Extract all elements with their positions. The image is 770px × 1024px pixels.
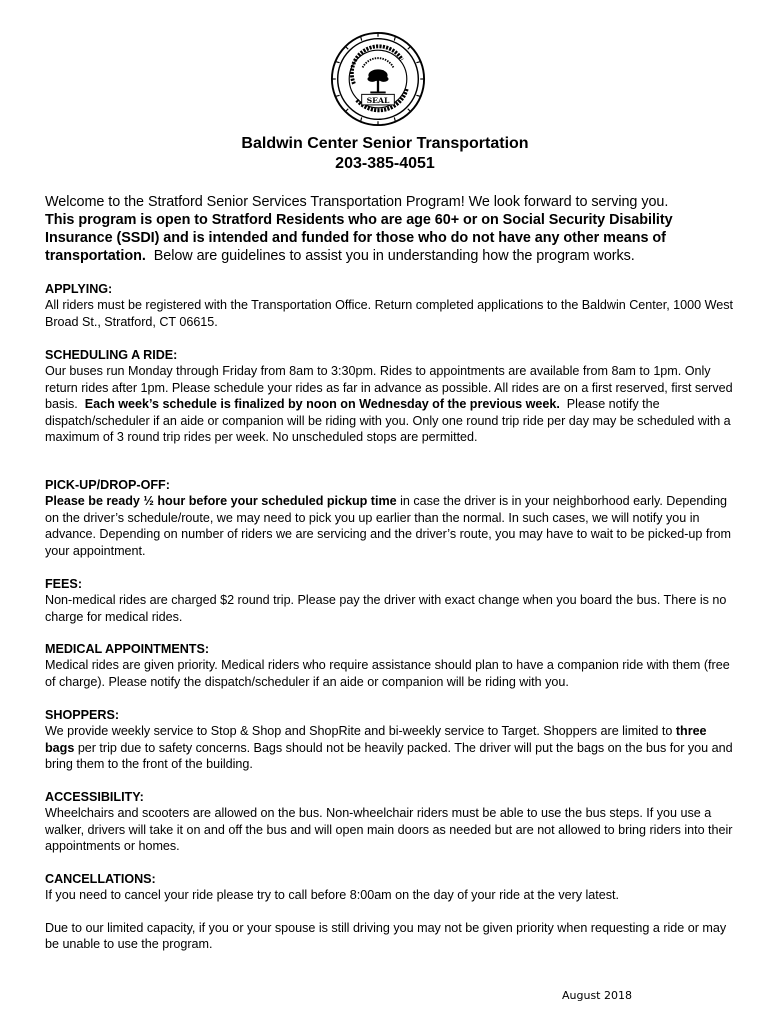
scheduling-heading: SCHEDULING A RIDE:	[45, 348, 178, 362]
schedule-deadline: Each week’s schedule is finalized by noon on Wednesday of the previous week.	[84, 397, 560, 412]
applying-text: All riders must be registered with the Transportation Office. Return completed applications to the Baldwin Center, 1000 West Broad St., Stratford, CT 06615.	[45, 298, 733, 329]
fees-text: Non-medical rides are charged $2 round trip. Please pay the driver with exact change when you board the bus. There is no charge for medical rides.	[45, 593, 727, 624]
shoppers-text	[45, 723, 735, 772]
applying-heading: APPLYING:	[45, 282, 113, 296]
shoppers-heading: SHOPPERS:	[45, 708, 119, 722]
guidelines-statement: Below are guidelines to assist you in understanding how the program works.	[153, 248, 635, 264]
accessibility-section	[45, 789, 735, 855]
cancellations-section	[45, 871, 735, 904]
intro-eligibility	[45, 211, 735, 265]
document-date: August 2018	[562, 989, 632, 1002]
scheduling-text	[45, 363, 735, 445]
bag-limit: three bags	[45, 724, 707, 755]
applying-section	[45, 281, 735, 330]
intro-section	[45, 193, 735, 265]
pickup-heading: PICK-UP/DROP-OFF:	[45, 478, 170, 492]
eligibility-statement: This program is open to Stratford Residents who are age 60+ or on Social Security Disability Insurance (SSDI) and is intended and funded for those who do not have any other means of transportation.	[45, 212, 673, 264]
medical-section	[45, 641, 735, 690]
pickup-ready-notice: Please be ready ½ hour before your scheduled pickup time	[45, 494, 397, 509]
phone-number: 203-385-4051	[335, 155, 435, 172]
town-seal-logo	[330, 31, 426, 127]
seal-center-text: SEAL	[366, 96, 390, 105]
pickup-section	[45, 477, 735, 559]
priority-note-text: Due to our limited capacity, if you or your spouse is still driving you may not be given priority when requesting a ride or may be unable to use the program.	[45, 921, 727, 952]
medical-heading: MEDICAL APPOINTMENTS:	[45, 642, 209, 656]
fees-heading: FEES:	[45, 577, 82, 591]
scheduling-text-part1: Our buses run Monday through Friday from 8am to 3:30pm. Rides to appointments are available from 8am to 1pm. Only return rides after 1pm. Please schedule your rides as far in advance as possible. All rides are on a first reserved, first served basis.	[45, 364, 733, 412]
accessibility-text: Wheelchairs and scooters are allowed on the bus. Non-wheelchair riders must be able to use the bus steps. If you use a walker, drivers will take it on and off the bus and will open main doors as needed but are not allowed to bring riders into their appointments or homes.	[45, 806, 733, 854]
medical-text: Medical rides are given priority. Medical riders who require assistance should plan to have a companion ride with them (free of charge). Please notify the dispatch/scheduler if an aide or companion will be riding with you.	[45, 658, 730, 689]
fees-section	[45, 576, 735, 625]
shoppers-text-part2: per trip due to safety concerns. Bags should not be heavily packed. The driver will put the bags on the bus for you and bring them to the front of the building.	[45, 740, 733, 772]
priority-note-section	[45, 920, 735, 953]
intro-welcome: Welcome to the Stratford Senior Services Transportation Program! We look forward to serving you.	[45, 194, 669, 210]
pickup-details: in case the driver is in your neighborhood early. Depending on the driver’s schedule/route, we may need to pick you up earlier than the normal. In such cases, we will notify you in advance. Depending on number of riders we are servicing and the driver’s route, you may have to wait to be picked-up from your appointment.	[45, 494, 731, 558]
scheduling-section	[45, 347, 735, 445]
scheduling-text-part2: Please notify the dispatch/scheduler if an aide or companion will be riding with you. Only one round trip ride per day may be scheduled with a maximum of 3 round trip rides per week. No unscheduled stops are permitted.	[45, 397, 731, 445]
accessibility-heading: ACCESSIBILITY:	[45, 790, 144, 804]
pickup-text	[45, 493, 735, 559]
shoppers-text-part1: We provide weekly service to Stop & Shop and ShopRite and bi-weekly service to Target. Shoppers are limited to	[45, 724, 673, 739]
document-title: Baldwin Center Senior Transportation	[241, 135, 529, 152]
shoppers-section	[45, 707, 735, 773]
cancellations-heading: CANCELLATIONS:	[45, 872, 156, 886]
cancellations-text: If you need to cancel your ride please try to call before 8:00am on the day of your ride at the very latest.	[45, 888, 619, 903]
